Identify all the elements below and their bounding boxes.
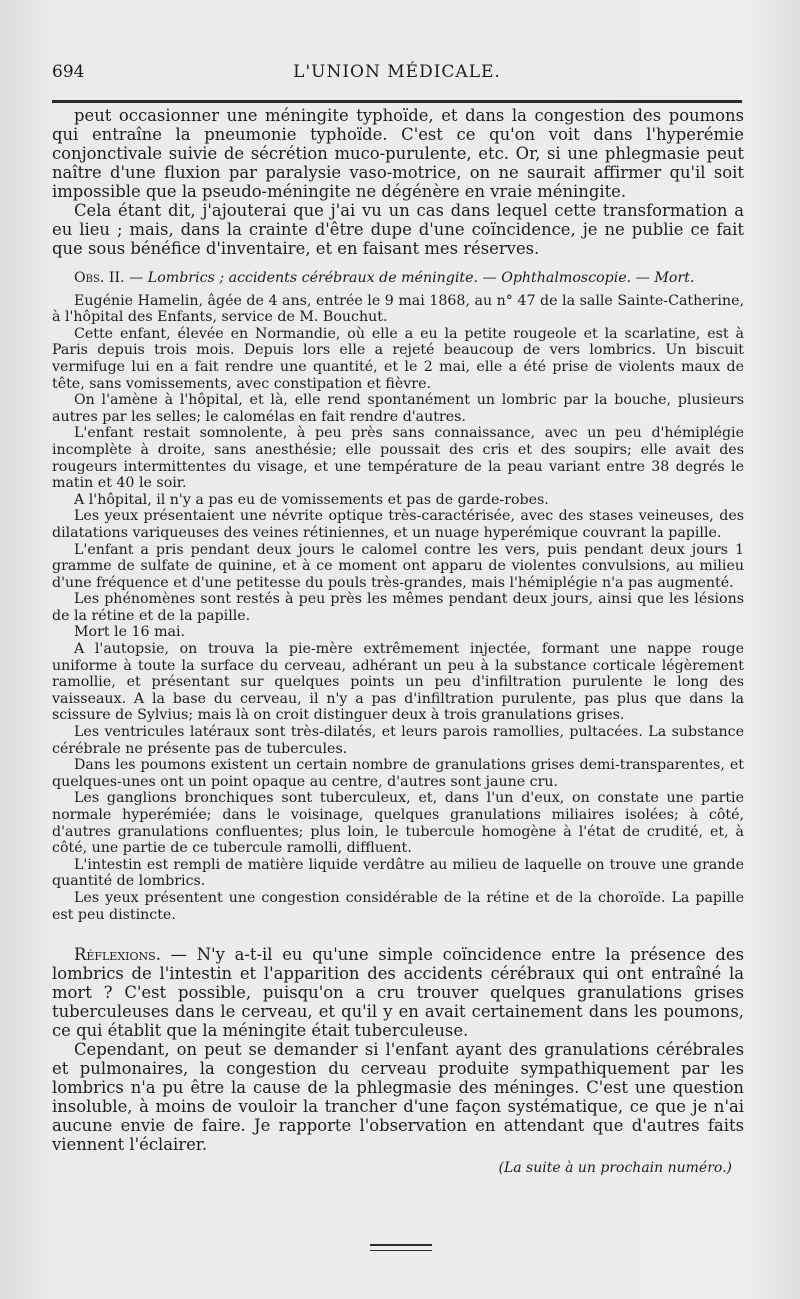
obs-paragraph: Les ventricules latéraux sont très-dilatés, et leurs parois ramollies, pultacées. La substance cérébrale ne présente pas de tubercules. — [52, 724, 744, 757]
reflexions-text: — N'y a-t-il eu qu'une simple coïncidence entre la présence des lombrics de l'intestin et l'apparition des accidents cérébraux qui ont entraîné la mort ? C'est possible, puisqu'on a cru trouver quelques granulations grises tuberculeuses dans le cerveau, et qu'il y en avait certainement dans les poumons, ce qui établit que la méningite était tuberculeuse. — [52, 945, 744, 1041]
obs-paragraph: Eugénie Hamelin, âgée de 4 ans, entrée le 9 mai 1868, au n° 47 de la salle Sainte-Catherine, à l'hôpital des Enfants, service de M. Bouchut. — [52, 292, 744, 326]
obs-paragraph: L'intestin est rempli de matière liquide verdâtre au milieu de laquelle on trouve une grande quantité de lombrics. — [52, 856, 744, 890]
obs-paragraph: Cette enfant, élevée en Normandie, où elle a eu la petite rougeole et la scarlatine, est à Paris depuis trois mois. Depuis lors elle a rejeté beaucoup de vers lombrics. Un biscuit vermifuge lui en a fait rendre une quantité, et le 2 mai, elle a été prise de violents maux de tête, sans vomissements, avec constipation et fièvre. — [52, 325, 744, 392]
page-number: 694 — [52, 62, 85, 82]
running-title: L'UNION MÉDICALE. — [293, 62, 501, 82]
obs-paragraph: A l'autopsie, on trouva la pie-mère extrêmement injectée, formant une nappe rouge uniforme à toute la surface du cerveau, adhérant un peu à la substance corticale légèrement ramollie, et présentant sur quelques points un peu d'infiltration purulente le long des vaisseaux. A la base du cerveau, il n'y a pas d'infiltration purulente, pas plus que dans la scissure de Sylvius; mais là on croit distinguer deux à trois granulations grises. — [52, 641, 744, 724]
intro-paragraph-2: Cela étant dit, j'ajouterai que j'ai vu un cas dans lequel cette transformation a eu lieu ; mais, dans la crainte d'être dupe d'une coïncidence, je ne publie ce fait que sous bénéfice d'inventaire, et en faisant mes réserves. — [52, 201, 744, 258]
obs-paragraph: Dans les poumons existent un certain nombre de granulations grises demi-transparentes, et quelques-unes ont un point opaque au centre, d'autres sont jaune cru. — [52, 757, 744, 790]
observation-title: — Lombrics ; accidents cérébraux de méningite. — Ophthalmoscopie. — Mort. — [124, 270, 695, 286]
observation-heading — [52, 270, 744, 287]
end-rule — [370, 1244, 432, 1251]
reflexions-paragraph-2: Cependant, on peut se demander si l'enfant ayant des granulations cérébrales et pulmonaires, la congestion du cerveau produite sympathiquement par les lombrics n'a pu être la cause de la phlegmasie des méninges. C'est une question insoluble, à moins de vouloir la trancher d'une façon systématique, ce que je n'ai aucune envie de faire. Je rapporte l'observation en attendant que d'autres faits viennent l'éclairer. — [52, 1040, 744, 1155]
observation-label: Obs. II. — [74, 270, 125, 286]
obs-paragraph: Les phénomènes sont restés à peu près les mêmes pendant deux jours, ainsi que les lésions de la rétine et de la papille. — [52, 591, 744, 624]
obs-paragraph: Les yeux présentaient une névrite optique très-caractérisée, avec des stases veineuses, des dilatations variqueuses des veines rétiniennes, et un nuage hyperémique couvrant la papille. — [52, 508, 744, 541]
intro-paragraph-1: peut occasionner une méningite typhoïde, et dans la congestion des poumons qui entraîne la pneumonie typhoïde. C'est ce qu'on voit dans l'hyperémie conjonctivale suivie de sécrétion muco-purulente, etc. Or, si une phlegmasie peut naître d'une fluxion par paralysie vaso-motrice, on ne saurait affirmer qu'il soit impossible que la pseudo-méningite ne dégénère en vraie méningite. — [52, 106, 744, 201]
obs-paragraph: Mort le 16 mai. — [74, 624, 186, 641]
obs-paragraph: Les ganglions bronchiques sont tuberculeux, et, dans l'un d'eux, on constate une partie normale hyperémiée; dans le voisinage, quelques granulations miliaires isolées; à côté, d'autres granulations confluentes; plus loin, le tubercule homogène à l'état de crudité, et, à côté, une partie de ce tubercule ramolli, diffluent. — [52, 790, 744, 857]
obs-paragraph: L'enfant a pris pendant deux jours le calomel contre les vers, puis pendant deux jours 1 gramme de sulfate de quinine, et à ce moment ont apparu de violentes convulsions, au milieu d'une fréquence et d'une petitesse du pouls très-grandes, mais l'hémiplégie n'a pas augmenté. — [52, 541, 744, 591]
obs-paragraph: Les yeux présentent une congestion considérable de la rétine et de la choroïde. La papille est peu distincte. — [52, 889, 744, 923]
reflexions-paragraph-1 — [52, 945, 744, 1040]
obs-paragraph: A l'hôpital, il n'y a pas eu de vomissements et pas de garde-robes. — [74, 491, 549, 508]
obs-paragraph: On l'amène à l'hôpital, et là, elle rend spontanément un lombric par la bouche, plusieurs autres par les selles; le calomélas en fait rendre d'autres. — [52, 392, 744, 425]
continued-note: (La suite à un prochain numéro.) — [498, 1160, 732, 1177]
reflexions-label: Réflexions. — [74, 945, 161, 965]
page-header — [52, 62, 742, 86]
header-rule — [52, 100, 742, 103]
article-body — [52, 106, 744, 1176]
obs-paragraph: L'enfant restait somnolente, à peu près sans connaissance, avec un peu d'hémiplégie incomplète à droite, sans anesthésie; elle poussait des cris et des soupirs; elle avait des rougeurs intermittentes du visage, et une température de la peau variant entre 38 degrés le matin et 40 le soir. — [52, 425, 744, 492]
